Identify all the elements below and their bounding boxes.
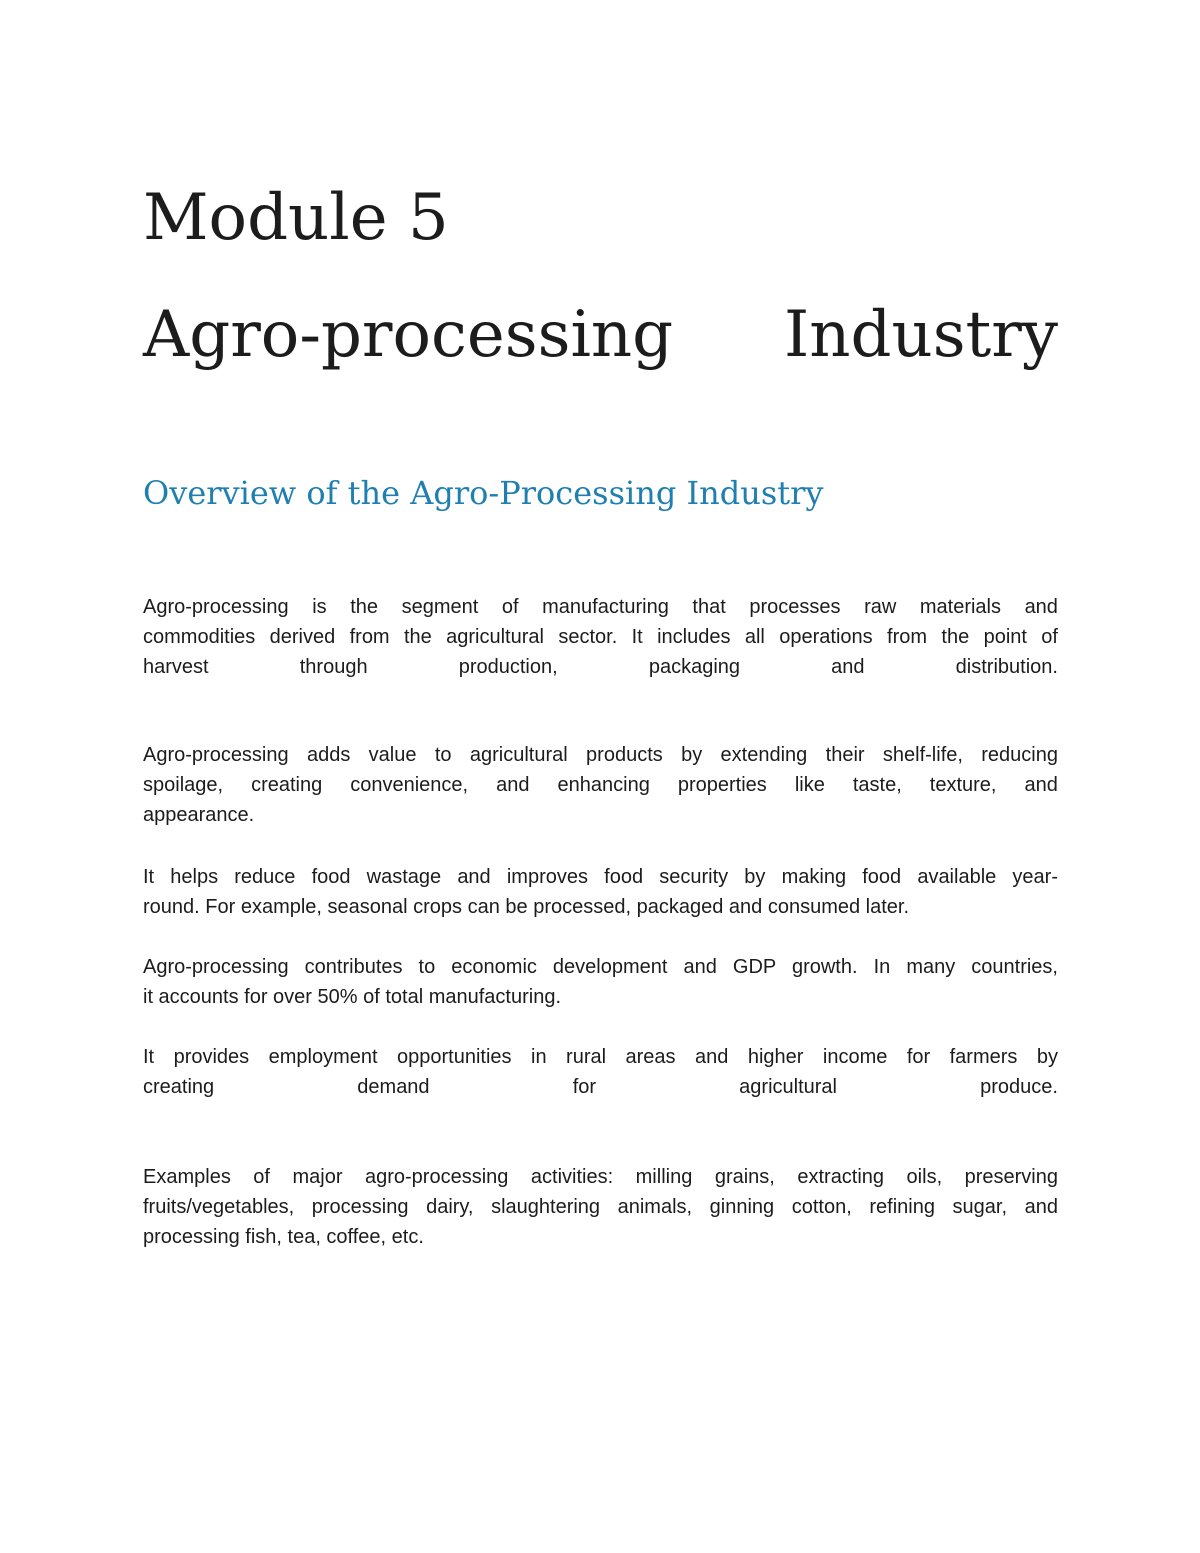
line-text: It helps reduce food wastage and improves food security by making food available year- [143, 866, 1058, 888]
line-text: fruits/vegetables, processing dairy, slaughtering animals, ginning cotton, refining sugar, and [143, 1196, 1058, 1218]
line-text: it accounts for over 50% of total manufacturing. [143, 986, 561, 1008]
section-subtitle: Overview of the Agro-Processing Industry [143, 474, 824, 512]
paragraph-employment [143, 1042, 1058, 1102]
line-word: of [501, 596, 519, 618]
line-word: is [312, 596, 327, 618]
paragraph-food-security [143, 862, 1058, 922]
line-word: and [695, 1046, 729, 1068]
line-word: raw [864, 596, 897, 618]
line-word: for [572, 1076, 597, 1098]
paragraph-line [143, 800, 1058, 830]
module-title-word-2: Industry [784, 298, 1058, 372]
line-word: income [822, 1046, 888, 1068]
paragraph-line [143, 862, 1058, 892]
paragraph-line [143, 1162, 1058, 1192]
line-word: opportunities [397, 1046, 512, 1068]
line-text: commodities derived from the agricultural sector. It includes all operations from the point of [143, 626, 1058, 648]
line-word: processes [749, 596, 841, 618]
paragraph-line [143, 652, 1058, 682]
line-text: Agro-processing contributes to economic development and GDP growth. In many countries, [143, 956, 1058, 978]
line-word: manufacturing [542, 596, 669, 618]
line-text: Examples of major agro-processing activities: milling grains, extracting oils, preserving [143, 1166, 1058, 1188]
line-word: harvest [143, 656, 209, 678]
line-word: and [496, 774, 530, 796]
line-word: taste, [852, 774, 902, 796]
line-word: convenience, [350, 774, 469, 796]
paragraph-economic-development [143, 952, 1058, 1012]
line-word: provides [173, 1046, 250, 1068]
module-number-text: Module 5 [143, 181, 449, 255]
line-word: spoilage, [143, 774, 224, 796]
line-word: It [143, 1046, 155, 1068]
line-word: and [831, 656, 865, 678]
line-word: like [794, 774, 825, 796]
line-word: production, [458, 656, 558, 678]
line-word: creating [251, 774, 323, 796]
line-word: demand [357, 1076, 430, 1098]
line-word: that [692, 596, 726, 618]
line-word: enhancing [557, 774, 650, 796]
paragraph-value-added [143, 740, 1058, 830]
line-word: rural [566, 1046, 607, 1068]
paragraph-line [143, 952, 1058, 982]
line-word: packaging [648, 656, 741, 678]
line-text: Agro-processing adds value to agricultural products by extending their shelf-life, reducing [143, 744, 1058, 766]
line-text: processing fish, tea, coffee, etc. [143, 1226, 424, 1248]
line-word: in [531, 1046, 547, 1068]
paragraph-line [143, 740, 1058, 770]
line-word: and [1024, 596, 1058, 618]
paragraph-line [143, 1042, 1058, 1072]
line-word: and [1024, 774, 1058, 796]
line-text: appearance. [143, 804, 255, 826]
line-word: texture, [929, 774, 997, 796]
line-word: distribution. [955, 656, 1058, 678]
line-word: areas [625, 1046, 676, 1068]
module-title-word-1: Agro-processing [143, 298, 674, 372]
module-number-heading [143, 181, 1058, 255]
line-word: produce. [980, 1076, 1058, 1098]
paragraph-line [143, 892, 1058, 922]
paragraph-line [143, 770, 1058, 800]
module-title-heading [143, 298, 1058, 372]
paragraph-line [143, 622, 1058, 652]
line-word: by [1036, 1046, 1058, 1068]
line-word: materials [919, 596, 1001, 618]
line-word: agricultural [739, 1076, 837, 1098]
line-word: segment [401, 596, 479, 618]
paragraph-examples [143, 1162, 1058, 1252]
paragraph-line [143, 982, 1058, 1012]
line-word: properties [677, 774, 767, 796]
line-word: employment [268, 1046, 378, 1068]
paragraph-line [143, 1192, 1058, 1222]
paragraph-definition [143, 592, 1058, 682]
line-text: round. For example, seasonal crops can be processed, packaged and consumed later. [143, 896, 910, 918]
line-word: creating [143, 1076, 215, 1098]
line-word: the [350, 596, 379, 618]
line-word: through [299, 656, 368, 678]
line-word: farmers [949, 1046, 1018, 1068]
line-word: higher [747, 1046, 804, 1068]
paragraph-line [143, 1222, 1058, 1252]
paragraph-line [143, 1072, 1058, 1102]
paragraph-line [143, 592, 1058, 622]
line-word: Agro-processing [143, 596, 289, 618]
line-word: for [906, 1046, 931, 1068]
